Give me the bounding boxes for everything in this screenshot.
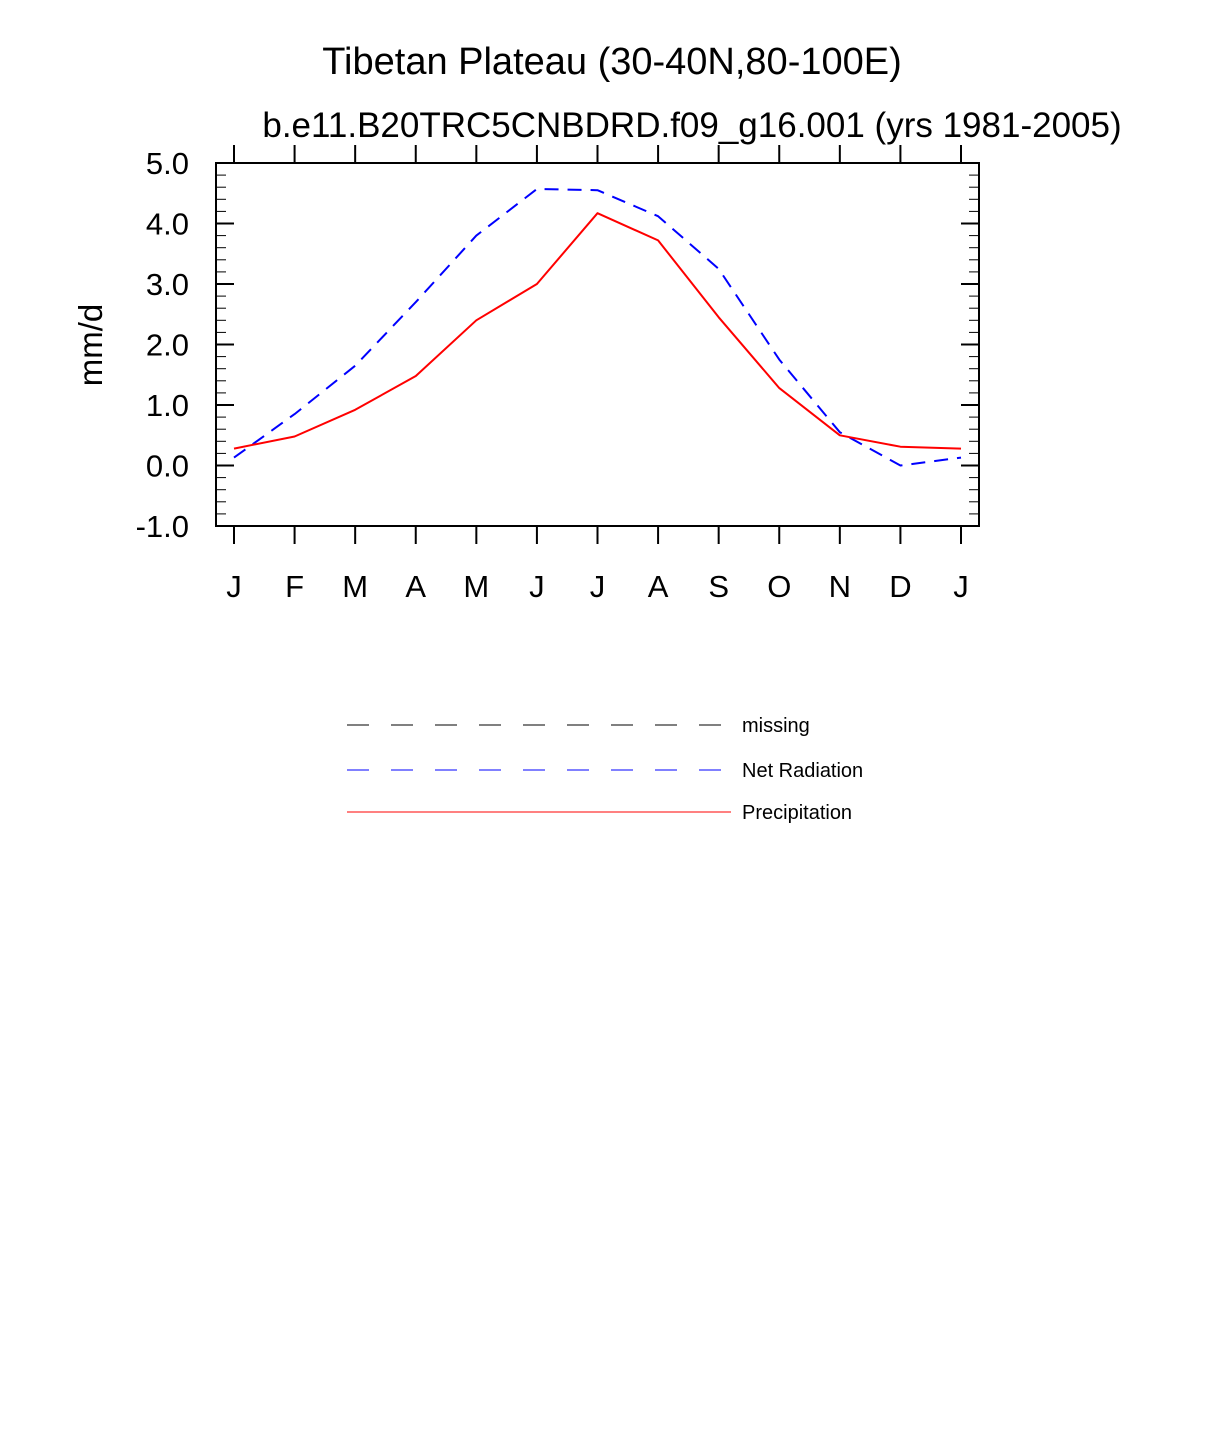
- y-tick-label: 1.0: [145, 388, 189, 423]
- y-tick-label: 2.0: [145, 327, 189, 363]
- legend-label: Precipitation: [742, 802, 853, 824]
- y-axis-label: mm/d: [72, 303, 109, 387]
- y-tick-label: 4.0: [145, 206, 189, 242]
- x-tick-label: D: [889, 569, 912, 604]
- x-tick-label: A: [647, 569, 669, 604]
- chart-subtitle: b.e11.B20TRC5CNBDRD.f09_g16.001 (yrs 1981-2005): [262, 106, 1122, 145]
- x-tick-label: S: [708, 569, 730, 604]
- x-tick-label: J: [226, 569, 242, 604]
- series-layer: [234, 189, 961, 466]
- series-line-precipitation: [234, 213, 961, 448]
- y-tick-label: -1.0: [135, 509, 189, 544]
- x-tick-label: J: [529, 569, 545, 604]
- x-tick-label: A: [405, 569, 427, 604]
- x-tick-label: J: [953, 569, 969, 604]
- series-line-net-radiation: [234, 189, 961, 466]
- x-tick-label: J: [589, 569, 606, 604]
- y-tick-labels: [136, 146, 189, 544]
- legend-label: Net Radiation: [742, 760, 864, 782]
- y-tick-label: 5.0: [145, 146, 189, 181]
- legend-label: missing: [742, 715, 810, 737]
- plot-frame: [216, 163, 979, 526]
- x-tick-label: M: [342, 569, 369, 604]
- x-tick-label: O: [767, 569, 792, 604]
- x-tick-label: N: [828, 569, 852, 604]
- x-tick-label: F: [285, 569, 305, 604]
- major-ticks: [216, 145, 979, 544]
- x-tick-label: M: [463, 569, 490, 604]
- minor-ticks: [216, 163, 979, 526]
- y-tick-label: 3.0: [145, 267, 189, 302]
- y-tick-label: 0.0: [145, 448, 189, 484]
- chart-title: Tibetan Plateau (30-40N,80-100E): [322, 41, 902, 83]
- x-tick-labels: [226, 569, 969, 604]
- legend: [347, 715, 863, 824]
